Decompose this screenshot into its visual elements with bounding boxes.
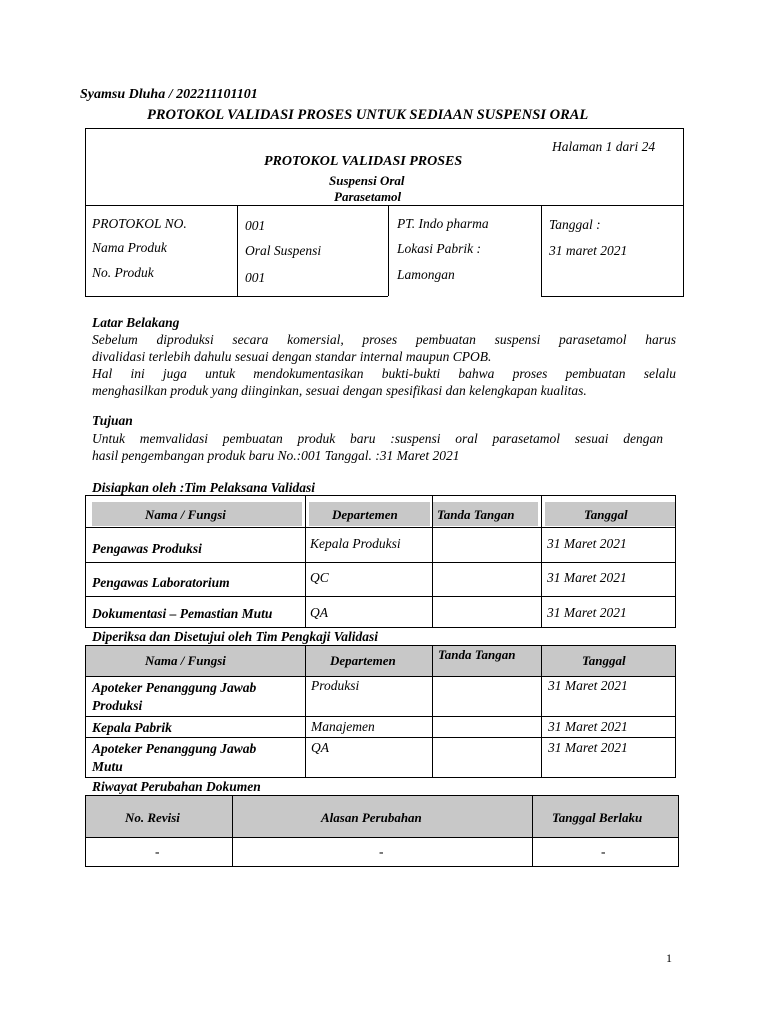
table-row: Kepala Pabrik [92, 720, 172, 735]
label-product-no: No. Produk [92, 265, 154, 280]
value-protocol-no: 001 [245, 218, 266, 233]
document-title: PROTOKOL VALIDASI PROSES UNTUK SEDIAAN SUSPENSI ORAL [147, 107, 589, 123]
table-cell: QC [310, 570, 329, 585]
background-p2-line2: menghasilkan produk yang diinginkan, sesuai dengan spesifikasi dan kelengkapan kualitas. [92, 383, 587, 398]
table-row: Dokumentasi – Pemastian Mutu [92, 606, 273, 621]
protocol-title: PROTOKOL VALIDASI PROSES [264, 154, 463, 169]
date-value: 31 maret 2021 [549, 243, 628, 258]
table-cell: Produksi [92, 698, 143, 713]
table-cell: - [155, 844, 160, 859]
table-cell: QA [311, 740, 329, 755]
protocol-subtitle-2: Parasetamol [334, 189, 402, 204]
table-cell: 31 Maret 2021 [548, 719, 628, 734]
reviewed-col-name: Nama / Fungsi [145, 653, 226, 668]
page-number: 1 [666, 951, 672, 965]
history-heading: Riwayat Perubahan Dokumen [92, 779, 261, 794]
table-cell: - [601, 844, 606, 859]
prepared-col-signature: Tanda Tangan [437, 507, 515, 522]
table-cell: QA [310, 605, 328, 620]
objective-heading: Tujuan [92, 413, 133, 428]
history-col-revision: No. Revisi [125, 810, 180, 825]
reviewed-col-date: Tanggal [582, 653, 626, 668]
reviewed-col-signature: Tanda Tangan [438, 647, 516, 662]
value-product-name: Oral Suspensi [245, 243, 322, 258]
table-cell: 31 Maret 2021 [547, 570, 627, 585]
reviewed-heading: Diperiksa dan Disetujui oleh Tim Pengkaji Validasi [92, 629, 379, 644]
table-cell: Kepala Produksi [310, 536, 401, 551]
page-info: Halaman 1 dari 24 [552, 139, 656, 154]
history-col-effective-date: Tanggal Berlaku [552, 810, 643, 825]
table-row: Pengawas Produksi [92, 541, 202, 556]
factory-location: Lamongan [397, 267, 455, 282]
value-product-no: 001 [245, 270, 266, 285]
table-cell: Manajemen [311, 719, 375, 734]
date-label: Tanggal : [549, 217, 601, 232]
table-cell: Produksi [311, 678, 360, 693]
reviewed-col-department: Departemen [330, 653, 396, 668]
table-row: Apoteker Penanggung Jawab [92, 680, 257, 695]
history-col-reason: Alasan Perubahan [321, 810, 422, 825]
table-cell: 31 Maret 2021 [548, 740, 628, 755]
objective-line2: hasil pengembangan produk baru No.:001 Tanggal. :31 Maret 2021 [92, 448, 460, 463]
company-name: PT. Indo pharma [397, 216, 489, 231]
objective-line1: Untuk memvalidasi pembuatan produk baru :suspensi oral parasetamol sesuai dengan [92, 431, 663, 446]
table-row: Pengawas Laboratorium [92, 575, 230, 590]
table-cell: 31 Maret 2021 [547, 605, 627, 620]
prepared-col-date: Tanggal [584, 507, 628, 522]
background-heading: Latar Belakang [92, 315, 180, 330]
background-p2-line1: Hal ini juga untuk mendokumentasikan bukti-bukti bahwa proses pembuatan selalu [92, 366, 676, 381]
background-p1-line1: Sebelum diproduksi secara komersial, proses pembuatan suspensi parasetamol harus [92, 332, 676, 347]
table-cell: 31 Maret 2021 [548, 678, 628, 693]
protocol-subtitle-1: Suspensi Oral [329, 173, 405, 188]
background-p1-line2: divalidasi terlebih dahulu sesuai dengan standar internal maupun CPOB. [92, 349, 492, 364]
prepared-heading: Disiapkan oleh :Tim Pelaksana Validasi [92, 480, 316, 495]
prepared-col-department: Departemen [332, 507, 398, 522]
prepared-col-name: Nama / Fungsi [145, 507, 226, 522]
table-cell: - [379, 844, 384, 859]
label-product-name: Nama Produk [92, 240, 167, 255]
label-protocol-no: PROTOKOL NO. [92, 216, 187, 231]
factory-location-label: Lokasi Pabrik : [397, 241, 481, 256]
table-row: Apoteker Penanggung Jawab [92, 741, 257, 756]
author-line: Syamsu Dluha / 202211101101 [80, 87, 258, 102]
table-cell: 31 Maret 2021 [547, 536, 627, 551]
table-cell: Mutu [92, 759, 123, 774]
